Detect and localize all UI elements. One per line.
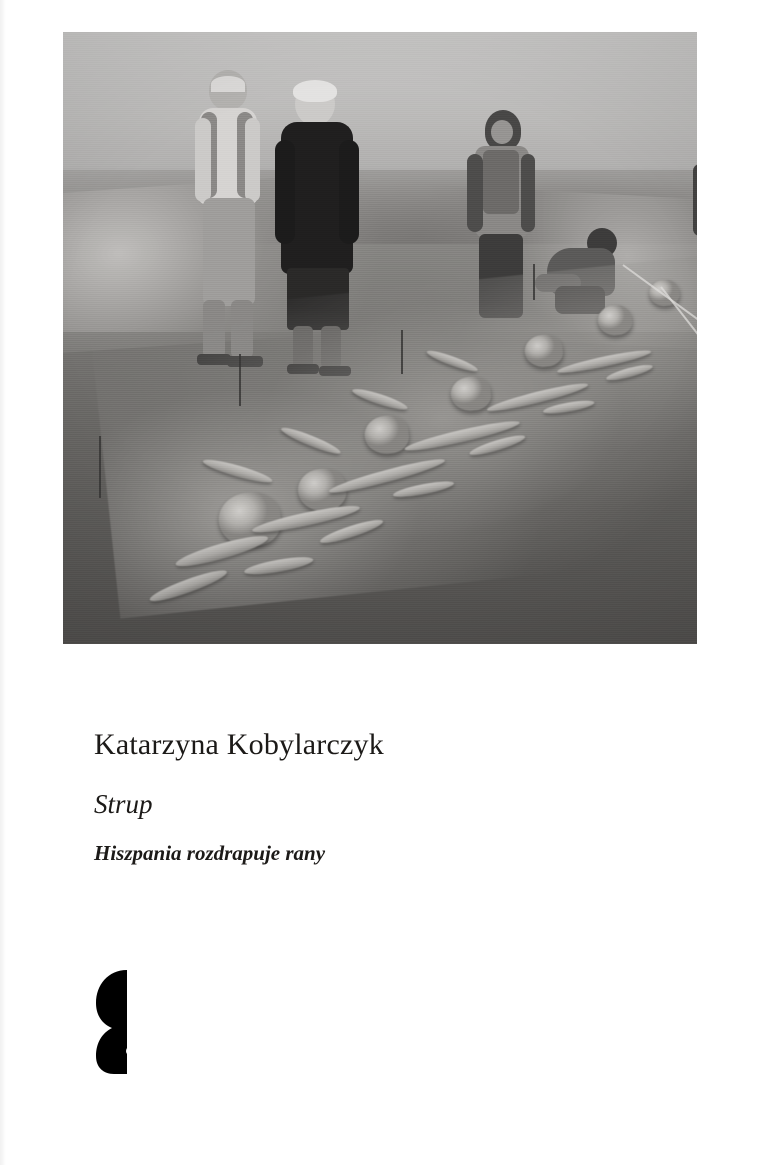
cover-photograph bbox=[63, 32, 697, 644]
book-subtitle: Hiszpania rozdrapuje rany bbox=[94, 840, 326, 865]
survey-marker bbox=[533, 264, 535, 300]
photo-background bbox=[63, 32, 697, 644]
publisher-logo-czarne bbox=[94, 968, 160, 1076]
survey-marker bbox=[99, 436, 101, 498]
book-title: Strup bbox=[94, 789, 153, 819]
survey-marker bbox=[239, 354, 241, 406]
page-edge-shadow bbox=[0, 0, 6, 1165]
author-name: Katarzyna Kobylarczyk bbox=[94, 728, 384, 761]
remains-mound bbox=[89, 255, 697, 618]
bone-cluster bbox=[89, 255, 697, 618]
survey-marker bbox=[401, 330, 403, 374]
cover-text-block bbox=[94, 728, 654, 865]
